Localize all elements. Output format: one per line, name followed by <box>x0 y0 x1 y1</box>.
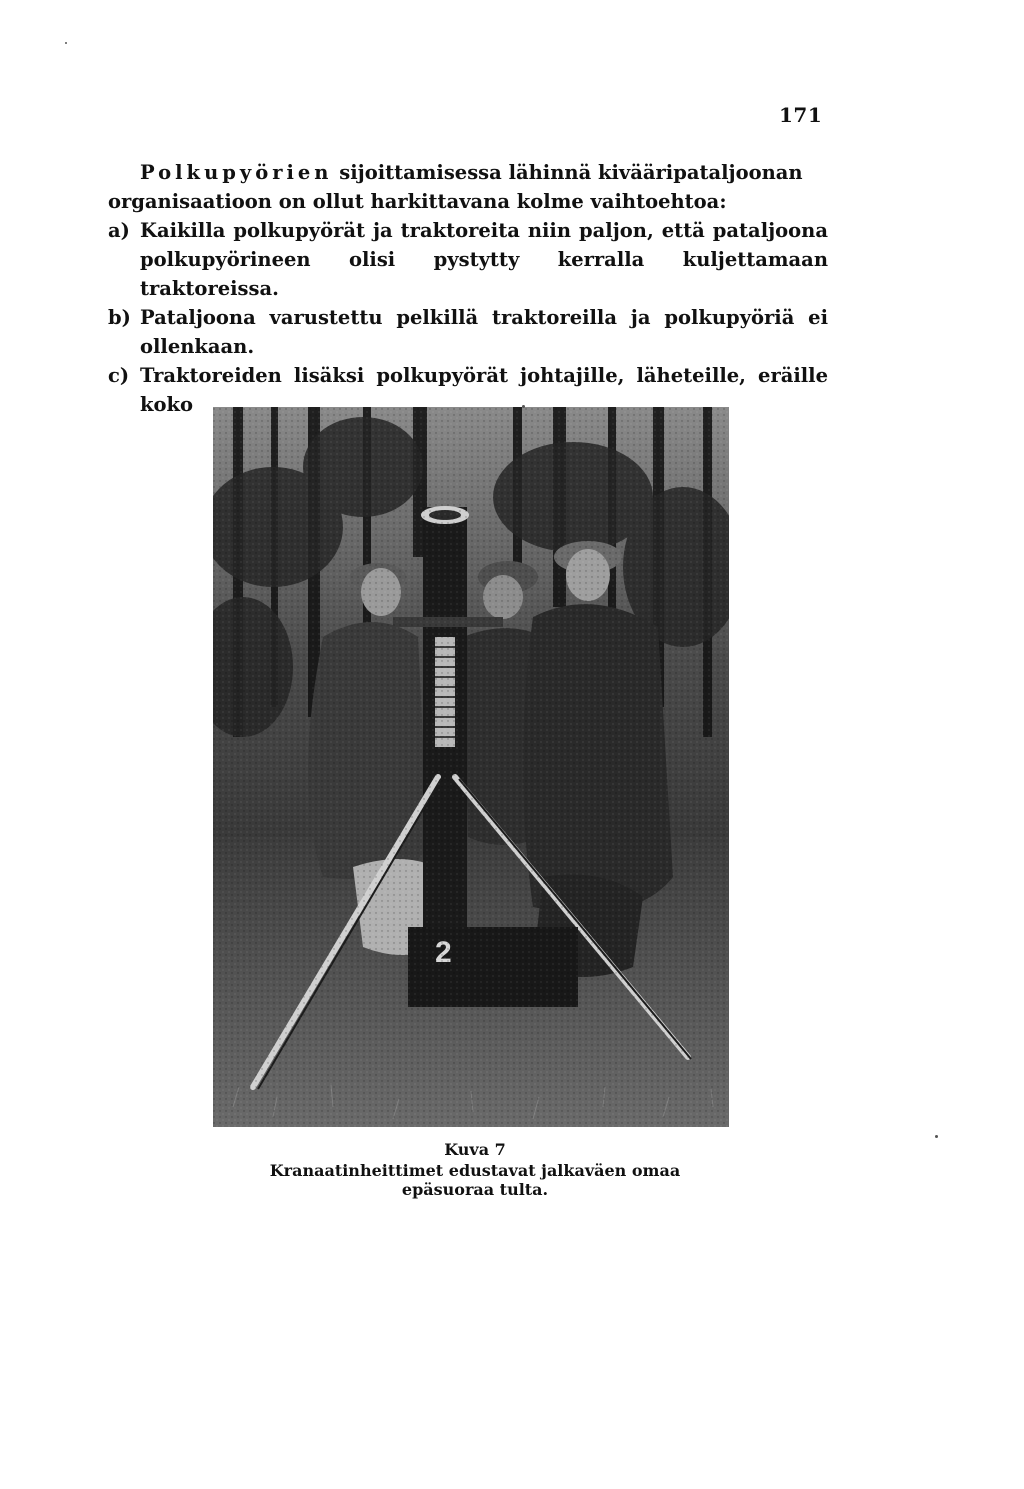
caption-line: Kranaatinheittimet edustavat jalkaväen omaa <box>269 1161 681 1180</box>
list-item <box>108 303 828 361</box>
list-item-text: Traktoreiden lisäksi polkupyörät johtajille, läheteille, eräille koko <box>140 364 828 416</box>
intro-paragraph <box>108 158 828 216</box>
intro-emphasis: Polkupyörien <box>140 161 333 184</box>
list-item-marker: c) <box>108 364 130 387</box>
page-number: 171 <box>779 103 823 127</box>
film-grain <box>213 407 729 1127</box>
caption-title: Kuva 7 <box>444 1140 506 1159</box>
print-speck <box>522 405 525 408</box>
caption-line: epäsuoraa tulta. <box>401 1180 549 1199</box>
list-item-marker: a) <box>108 219 130 242</box>
list-item-text: Kaikilla polkupyörät ja traktoreita niin paljon, että pataljoona polkupyörineen olisi pystytty kerralla kuljettamaan traktoreissa. <box>140 219 828 300</box>
list-item <box>108 216 828 303</box>
body-text <box>108 158 828 419</box>
photo-illustration <box>213 407 729 1127</box>
print-speck <box>935 1135 938 1138</box>
figure-caption <box>240 1140 710 1199</box>
intro-text: sijoittamisessa lähinnä kivääripataljoonan organisaatioon on ollut harkittavana kolme vaihtoehtoa: <box>108 161 803 213</box>
print-speck <box>65 42 67 44</box>
list-item-marker: b) <box>108 306 131 329</box>
list-item-text: Pataljoona varustettu pelkillä traktoreilla ja polkupyöriä ei ollenkaan. <box>140 306 828 358</box>
mortar-crew-photo <box>213 407 729 1127</box>
